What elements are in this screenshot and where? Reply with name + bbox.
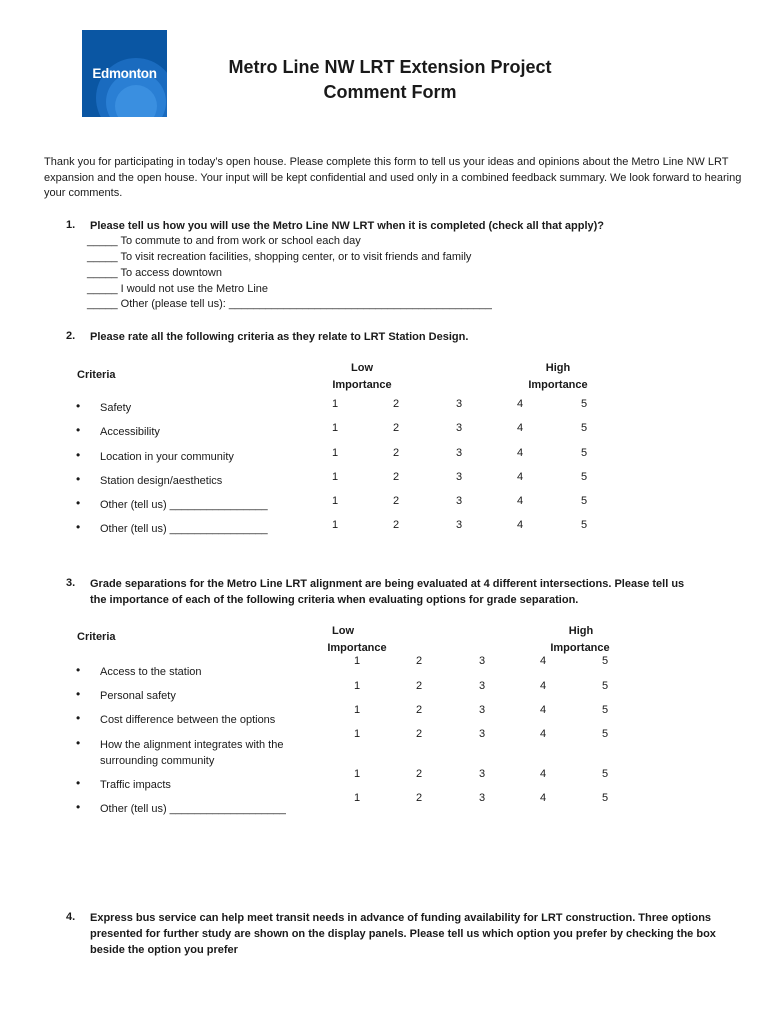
q3-low-label: Low bbox=[332, 625, 354, 637]
q3-rating-option[interactable]: 4 bbox=[539, 728, 547, 740]
q3-rating-option[interactable]: 3 bbox=[478, 655, 486, 667]
q2-rating-option[interactable]: 1 bbox=[331, 471, 339, 483]
q3-rating-option[interactable]: 2 bbox=[415, 728, 423, 740]
q2-number: 2. bbox=[66, 330, 76, 342]
q3-high-label: High bbox=[568, 625, 594, 637]
q3-criterion-label: Access to the station bbox=[100, 666, 202, 678]
intro-paragraph: Thank you for participating in today’s open house. Please complete this form to tell us your ideas and opinions about the Metro Line NW LRT expansion and the open house. Your input will be kept confidential and used only in a combined feedback summary. We look forward to hearing your comments. bbox=[44, 156, 742, 199]
q3-rating-option[interactable]: 3 bbox=[478, 680, 486, 692]
q3-criterion-label: Cost difference between the options bbox=[100, 714, 276, 726]
q3-rating-option[interactable]: 4 bbox=[539, 792, 547, 804]
q3-rating-option[interactable]: 1 bbox=[353, 680, 361, 692]
q2-bullet: • bbox=[76, 472, 81, 486]
q3-rating-option[interactable]: 5 bbox=[601, 655, 609, 667]
q1-option[interactable]: _____ I would not use the Metro Line bbox=[87, 283, 269, 295]
q2-rating-option[interactable]: 1 bbox=[331, 398, 339, 410]
q2-rating-option[interactable]: 4 bbox=[516, 398, 524, 410]
q2-criterion-label: Location in your community bbox=[100, 451, 234, 463]
q3-rating-option[interactable]: 5 bbox=[601, 792, 609, 804]
q3-text-2: the importance of each of the following criteria when evaluating options for grade separation. bbox=[90, 594, 579, 606]
q2-bullet: • bbox=[76, 520, 81, 534]
q3-rating-option[interactable]: 5 bbox=[601, 680, 609, 692]
q3-rating-option[interactable]: 4 bbox=[539, 704, 547, 716]
q3-rating-option[interactable]: 4 bbox=[539, 768, 547, 780]
q2-bullet: • bbox=[76, 448, 81, 462]
q3-rating-option[interactable]: 1 bbox=[353, 728, 361, 740]
q3-high-label-2: Importance bbox=[550, 642, 610, 654]
q3-rating-option[interactable]: 2 bbox=[415, 655, 423, 667]
q4-number: 4. bbox=[66, 911, 76, 923]
q3-rating-option[interactable]: 2 bbox=[415, 768, 423, 780]
q1-text: Please tell us how you will use the Metro Line NW LRT when it is completed (check all that apply)? bbox=[90, 220, 605, 232]
q2-rating-option[interactable]: 3 bbox=[455, 471, 463, 483]
q3-bullet: • bbox=[76, 736, 81, 750]
q3-bullet: • bbox=[76, 800, 81, 814]
q3-rating-option[interactable]: 1 bbox=[353, 792, 361, 804]
q2-rating-option[interactable]: 5 bbox=[580, 422, 588, 434]
q3-rating-option[interactable]: 2 bbox=[415, 792, 423, 804]
q2-criterion-label: Accessibility bbox=[100, 426, 160, 438]
q2-rating-option[interactable]: 5 bbox=[580, 495, 588, 507]
q2-rating-option[interactable]: 3 bbox=[455, 495, 463, 507]
q3-text: Grade separations for the Metro Line LRT alignment are being evaluated at 4 different intersections. Please tell us bbox=[90, 578, 685, 590]
q2-rating-option[interactable]: 2 bbox=[392, 398, 400, 410]
q2-criteria-header: Criteria bbox=[77, 369, 116, 381]
q3-criterion-label: How the alignment integrates with the bbox=[100, 739, 284, 751]
q2-rating-option[interactable]: 4 bbox=[516, 447, 524, 459]
q3-rating-option[interactable]: 1 bbox=[353, 704, 361, 716]
q2-rating-option[interactable]: 4 bbox=[516, 495, 524, 507]
q2-high-label: High bbox=[545, 362, 571, 374]
q4-text: Express bus service can help meet transit needs in advance of funding availability for LRT construction. Three options bbox=[90, 912, 712, 924]
page-subtitle: Comment Form bbox=[323, 82, 457, 102]
q3-criteria-header: Criteria bbox=[77, 631, 116, 643]
q2-high-label-2: Importance bbox=[528, 379, 588, 391]
q2-rating-option[interactable]: 2 bbox=[392, 519, 400, 531]
q2-rating-option[interactable]: 1 bbox=[331, 495, 339, 507]
q3-rating-option[interactable]: 4 bbox=[539, 680, 547, 692]
page-title: Metro Line NW LRT Extension Project bbox=[228, 57, 552, 77]
q2-criterion-label: Other (tell us) ________________ bbox=[100, 499, 268, 511]
q2-rating-option[interactable]: 4 bbox=[516, 519, 524, 531]
q3-bullet: • bbox=[76, 711, 81, 725]
q2-rating-option[interactable]: 5 bbox=[580, 471, 588, 483]
q4-text-3: beside the option you prefer bbox=[90, 944, 238, 956]
q2-rating-option[interactable]: 5 bbox=[580, 447, 588, 459]
q2-rating-option[interactable]: 2 bbox=[392, 447, 400, 459]
q3-bullet: • bbox=[76, 663, 81, 677]
q3-criterion-label: Other (tell us) ___________________ bbox=[100, 803, 286, 815]
q2-criterion-label: Station design/aesthetics bbox=[100, 475, 223, 487]
q2-rating-option[interactable]: 4 bbox=[516, 471, 524, 483]
q1-option[interactable]: _____ To commute to and from work or school each day bbox=[87, 235, 361, 247]
q2-low-label: Low bbox=[351, 362, 373, 374]
q3-rating-option[interactable]: 2 bbox=[415, 704, 423, 716]
q2-rating-option[interactable]: 3 bbox=[455, 447, 463, 459]
q2-rating-option[interactable]: 2 bbox=[392, 422, 400, 434]
q3-rating-option[interactable]: 5 bbox=[601, 728, 609, 740]
q1-option[interactable]: _____ Other (please tell us): ___________________________________________ bbox=[87, 298, 492, 310]
q1-number: 1. bbox=[66, 219, 76, 231]
q3-rating-option[interactable]: 2 bbox=[415, 680, 423, 692]
q2-rating-option[interactable]: 3 bbox=[455, 398, 463, 410]
q3-low-label-2: Importance bbox=[327, 642, 387, 654]
q3-rating-option[interactable]: 3 bbox=[478, 768, 486, 780]
q2-rating-option[interactable]: 3 bbox=[455, 422, 463, 434]
q2-rating-option[interactable]: 2 bbox=[392, 471, 400, 483]
q2-rating-option[interactable]: 4 bbox=[516, 422, 524, 434]
q2-rating-option[interactable]: 1 bbox=[331, 422, 339, 434]
q3-criterion-label: surrounding community bbox=[100, 755, 215, 767]
q3-criterion-label: Traffic impacts bbox=[100, 779, 171, 791]
q3-rating-option[interactable]: 3 bbox=[478, 792, 486, 804]
q3-rating-option[interactable]: 4 bbox=[539, 655, 547, 667]
q1-option[interactable]: _____ To visit recreation facilities, shopping center, or to visit friends and family bbox=[87, 251, 472, 263]
q2-rating-option[interactable]: 2 bbox=[392, 495, 400, 507]
q3-rating-option[interactable]: 1 bbox=[353, 768, 361, 780]
q2-rating-option[interactable]: 1 bbox=[331, 519, 339, 531]
q3-rating-option[interactable]: 5 bbox=[601, 768, 609, 780]
q3-criterion-label: Personal safety bbox=[100, 690, 176, 702]
q4-text-2: presented for further study are shown on the display panels. Please tell us which option you prefer by checking the box bbox=[90, 928, 716, 940]
q3-rating-option[interactable]: 3 bbox=[478, 704, 486, 716]
q2-rating-option[interactable]: 1 bbox=[331, 447, 339, 459]
q2-bullet: • bbox=[76, 399, 81, 413]
q3-bullet: • bbox=[76, 776, 81, 790]
logo-wordmark: Edmonton bbox=[92, 66, 157, 81]
q2-low-label-2: Importance bbox=[332, 379, 392, 391]
q3-rating-option[interactable]: 1 bbox=[353, 655, 361, 667]
q2-criterion-label: Other (tell us) ________________ bbox=[100, 523, 268, 535]
q3-number: 3. bbox=[66, 577, 76, 589]
q3-rating-option[interactable]: 3 bbox=[478, 728, 486, 740]
q3-bullet: • bbox=[76, 687, 81, 701]
q2-rating-option[interactable]: 5 bbox=[580, 519, 588, 531]
q2-text: Please rate all the following criteria as they relate to LRT Station Design. bbox=[90, 331, 469, 343]
q1-option[interactable]: _____ To access downtown bbox=[87, 267, 222, 279]
q2-bullet: • bbox=[76, 423, 81, 437]
q3-rating-option[interactable]: 5 bbox=[601, 704, 609, 716]
q2-bullet: • bbox=[76, 496, 81, 510]
q2-criterion-label: Safety bbox=[100, 402, 132, 414]
q2-rating-option[interactable]: 5 bbox=[580, 398, 588, 410]
q2-rating-option[interactable]: 3 bbox=[455, 519, 463, 531]
